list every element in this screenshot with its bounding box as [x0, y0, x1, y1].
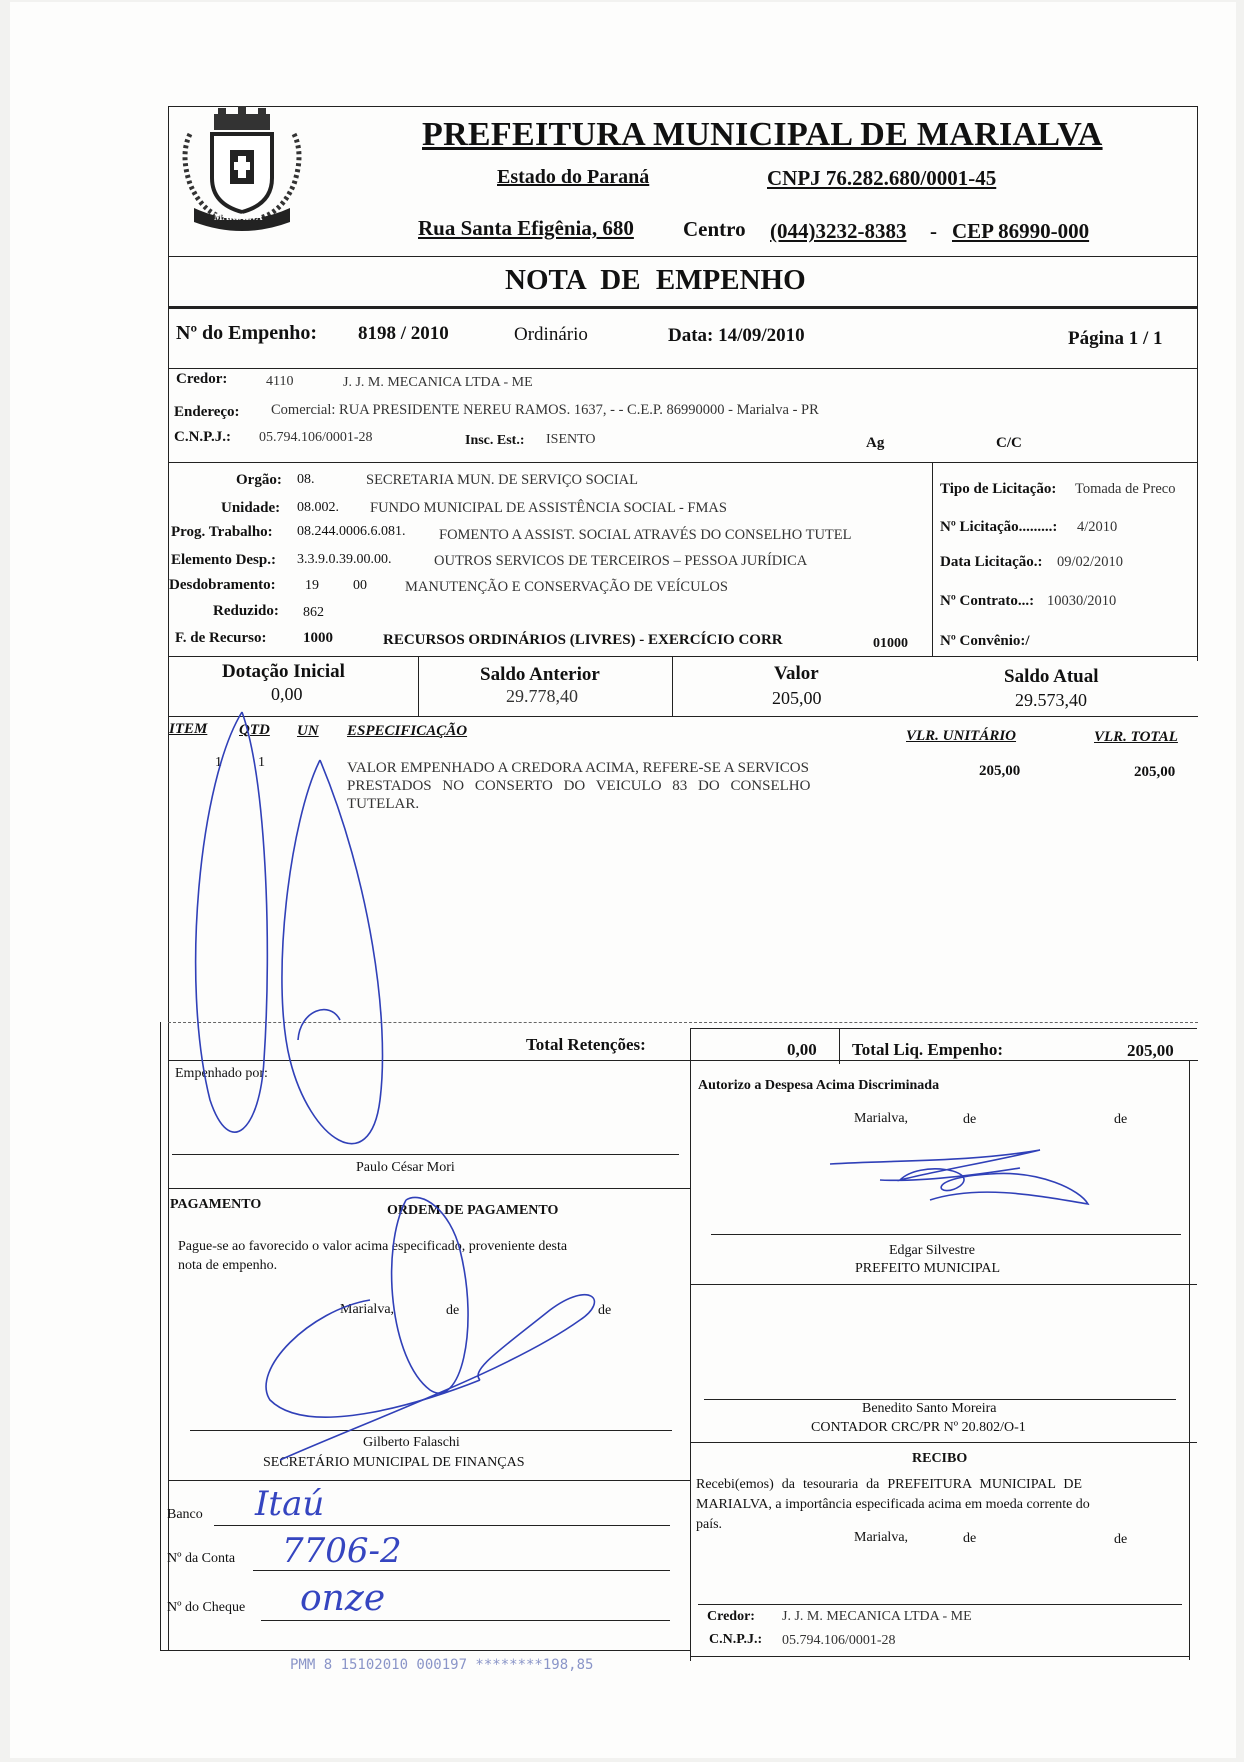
- empenho-date: Data: 14/09/2010: [668, 325, 805, 346]
- empenhado-label: Empenhado por:: [175, 1066, 268, 1081]
- empenho-label: Nº do Empenho:: [176, 322, 318, 344]
- header-cep: CEP 86990-000: [952, 219, 1090, 243]
- conta-handwritten-value: 7706-2: [282, 1531, 402, 1571]
- autorizo-city: Marialva,: [854, 1111, 909, 1126]
- empenho-type: Ordinário: [514, 324, 588, 345]
- recibo-text-line1: Recebi(emos) da tesouraria da PREFEITURA MUNICIPAL DE: [696, 1477, 1083, 1492]
- recibo-city: Marialva,: [854, 1530, 909, 1545]
- credor-label: Credor:: [176, 371, 228, 387]
- pagamento-label: PAGAMENTO: [170, 1197, 262, 1212]
- pagamento-city: Marialva,: [340, 1302, 395, 1317]
- contrato-number: 10030/2010: [1047, 593, 1117, 609]
- valor-value: 205,00: [772, 688, 822, 708]
- item-description-line3: TUTELAR.: [347, 796, 420, 812]
- header-district: Centro: [683, 217, 746, 241]
- reduzido-label: Reduzido:: [213, 603, 279, 619]
- account-label: C/C: [996, 435, 1022, 451]
- convenio-label: Nº Convênio:/: [940, 633, 1030, 649]
- cnpj-label: C.N.P.J.:: [174, 429, 231, 445]
- pagamento-signer-name: Gilberto Falaschi: [363, 1435, 460, 1450]
- orgao-label: Orgão:: [236, 472, 282, 488]
- reduzido-value: 862: [303, 605, 324, 620]
- dotacao-label: Dotação Inicial: [222, 661, 345, 682]
- insc-value: ISENTO: [546, 432, 596, 447]
- municipality-title: PREFEITURA MUNICIPAL DE MARIALVA: [422, 116, 1103, 153]
- banco-label: Banco: [167, 1507, 203, 1522]
- credor-code: 4110: [266, 374, 294, 389]
- recurso-name: RECURSOS ORDINÁRIOS (LIVRES) - EXERCÍCIO CORR: [383, 632, 783, 648]
- pagamento-signer-role: SECRETÁRIO MUNICIPAL DE FINANÇAS: [263, 1455, 525, 1470]
- autorizo-de2: de: [1114, 1112, 1128, 1127]
- saldo-anterior-label: Saldo Anterior: [480, 664, 600, 685]
- recibo-de1: de: [963, 1531, 977, 1546]
- state-name: Estado do Paraná: [497, 166, 650, 188]
- col-header-item: ITEM: [169, 721, 208, 737]
- saldo-atual-label: Saldo Atual: [1004, 666, 1099, 687]
- crest-banner-text: MARIALVA: [214, 212, 263, 222]
- liq-empenho-value: 205,00: [1127, 1041, 1174, 1060]
- col-header-especificacao: ESPECIFICAÇÃO: [347, 723, 468, 739]
- pagamento-de2: de: [598, 1303, 612, 1318]
- recurso-label: F. de Recurso:: [175, 630, 267, 646]
- orgao-name: SECRETARIA MUN. DE SERVIÇO SOCIAL: [366, 472, 638, 488]
- pagamento-text-line1: Pague-se ao favorecido o valor acima especificado, proveniente desta: [178, 1239, 568, 1254]
- autorizo-label: Autorizo a Despesa Acima Discriminada: [698, 1078, 940, 1093]
- contador-role: CONTADOR CRC/PR Nº 20.802/O-1: [811, 1420, 1026, 1435]
- item-description-line2: PRESTADOS NO CONSERTO DO VEICULO 83 DO CONSELHO: [347, 778, 811, 794]
- contrato-label: Nº Contrato...:: [940, 593, 1035, 609]
- header-separator: -: [930, 219, 937, 243]
- recurso-code: 1000: [303, 630, 333, 646]
- recibo-cnpj-label: C.N.P.J.:: [709, 1632, 763, 1647]
- unidade-name: FUNDO MUNICIPAL DE ASSISTÊNCIA SOCIAL - FMAS: [370, 500, 727, 516]
- prog-name: FOMENTO A ASSIST. SOCIAL ATRAVÉS DO CONSELHO TUTEL: [439, 527, 852, 543]
- retencoes-label: Total Retenções:: [526, 1035, 646, 1054]
- credor-cnpj: 05.794.106/0001-28: [259, 430, 373, 445]
- autorizo-de1: de: [963, 1112, 977, 1127]
- credor-address: Comercial: RUA PRESIDENTE NEREU RAMOS. 1637, - - C.E.P. 86990000 - Marialva - PR: [271, 402, 819, 418]
- credor-name: J. J. M. MECANICA LTDA - ME: [343, 375, 533, 390]
- item-unit-price: 205,00: [979, 763, 1021, 779]
- dotacao-value: 0,00: [271, 684, 303, 704]
- autorizo-signer-role: PREFEITO MUNICIPAL: [855, 1261, 1001, 1276]
- empenhado-name: Paulo César Mori: [356, 1160, 455, 1175]
- header-cnpj: CNPJ 76.282.680/0001-45: [767, 166, 997, 190]
- item-quantity: 1: [258, 755, 265, 770]
- saldo-anterior-value: 29.778,40: [506, 686, 578, 706]
- col-header-vlr-total: VLR. TOTAL: [1094, 729, 1178, 745]
- item-number: 1: [215, 755, 222, 770]
- pagamento-text-line2: nota de empenho.: [178, 1258, 278, 1273]
- recibo-title: RECIBO: [912, 1451, 968, 1466]
- header-phone: (044)3232-8383: [770, 219, 907, 243]
- document-title: NOTA DE EMPENHO: [505, 264, 806, 296]
- licitacao-date-label: Data Licitação.:: [940, 554, 1043, 570]
- licitacao-date: 09/02/2010: [1057, 554, 1124, 570]
- address-label: Endereço:: [174, 404, 240, 420]
- signature-paulo-mori-icon: [180, 700, 420, 1170]
- signature-edgar-silvestre-icon: [820, 1140, 1100, 1220]
- orgao-code: 08.: [297, 472, 315, 487]
- prog-code: 08.244.0006.6.081.: [297, 524, 406, 539]
- desdob-code2: 00: [353, 578, 367, 593]
- page-number: Página 1 / 1: [1068, 328, 1163, 349]
- elemento-code: 3.3.9.0.39.00.00.: [297, 552, 392, 567]
- valor-label: Valor: [774, 663, 819, 684]
- agency-label: Ag: [866, 435, 885, 451]
- recibo-credor-name: J. J. M. MECANICA LTDA - ME: [782, 1609, 972, 1624]
- liq-empenho-label: Total Liq. Empenho:: [852, 1040, 1003, 1059]
- tipo-licitacao-label: Tipo de Licitação:: [940, 481, 1057, 497]
- insc-label: Insc. Est.:: [465, 433, 525, 448]
- header-address: Rua Santa Efigênia, 680: [418, 216, 634, 240]
- saldo-atual-value: 29.573,40: [1015, 690, 1087, 710]
- item-total-price: 205,00: [1134, 764, 1176, 780]
- contador-name: Benedito Santo Moreira: [862, 1401, 997, 1416]
- desdob-name: MANUTENÇÃO E CONSERVAÇÃO DE VEÍCULOS: [405, 579, 728, 595]
- cheque-label: Nº do Cheque: [167, 1600, 246, 1615]
- signature-gilberto-falaschi-icon: [250, 1180, 670, 1480]
- col-header-vlr-unitario: VLR. UNITÁRIO: [906, 728, 1017, 744]
- recibo-cnpj-value: 05.794.106/0001-28: [782, 1633, 896, 1648]
- recibo-text-line2: MARIALVA, a importância especificada acima em moeda corrente do: [696, 1497, 1090, 1512]
- item-description-line1: VALOR EMPENHADO A CREDORA ACIMA, REFERE-SE A SERVICOS: [347, 760, 809, 776]
- empenho-number: 8198 / 2010: [358, 323, 449, 344]
- banco-handwritten-value: Itaú: [255, 1484, 325, 1524]
- licitacao-number-label: Nº Licitação.........:: [940, 519, 1058, 535]
- recibo-de2: de: [1114, 1532, 1128, 1547]
- prog-label: Prog. Trabalho:: [171, 524, 273, 540]
- col-header-qtd: QTD: [239, 722, 270, 738]
- elemento-name: OUTROS SERVICOS DE TERCEIROS – PESSOA JURÍDICA: [434, 553, 808, 569]
- validation-stamp: PMM 8 15102010 000197 ********198,85: [290, 1657, 594, 1673]
- desdob-label: Desdobramento:: [169, 577, 276, 593]
- conta-label: Nº da Conta: [167, 1551, 236, 1566]
- retencoes-value: 0,00: [787, 1040, 817, 1059]
- elemento-label: Elemento Desp.:: [171, 552, 276, 568]
- autorizo-signer-name: Edgar Silvestre: [889, 1243, 975, 1258]
- unidade-label: Unidade:: [221, 500, 281, 516]
- col-header-un: UN: [297, 723, 319, 739]
- desdob-code1: 19: [305, 578, 319, 593]
- ordem-pagamento-label: ORDEM DE PAGAMENTO: [387, 1203, 559, 1218]
- licitacao-number: 4/2010: [1077, 519, 1118, 535]
- recibo-text-line3: país.: [696, 1517, 723, 1532]
- recurso-code2: 01000: [873, 636, 908, 651]
- cheque-handwritten-value: onze: [300, 1578, 386, 1619]
- tipo-licitacao-value: Tomada de Preco: [1075, 481, 1176, 497]
- pagamento-de1: de: [446, 1303, 460, 1318]
- unidade-code: 08.002.: [297, 500, 339, 515]
- recibo-credor-label: Credor:: [707, 1609, 755, 1624]
